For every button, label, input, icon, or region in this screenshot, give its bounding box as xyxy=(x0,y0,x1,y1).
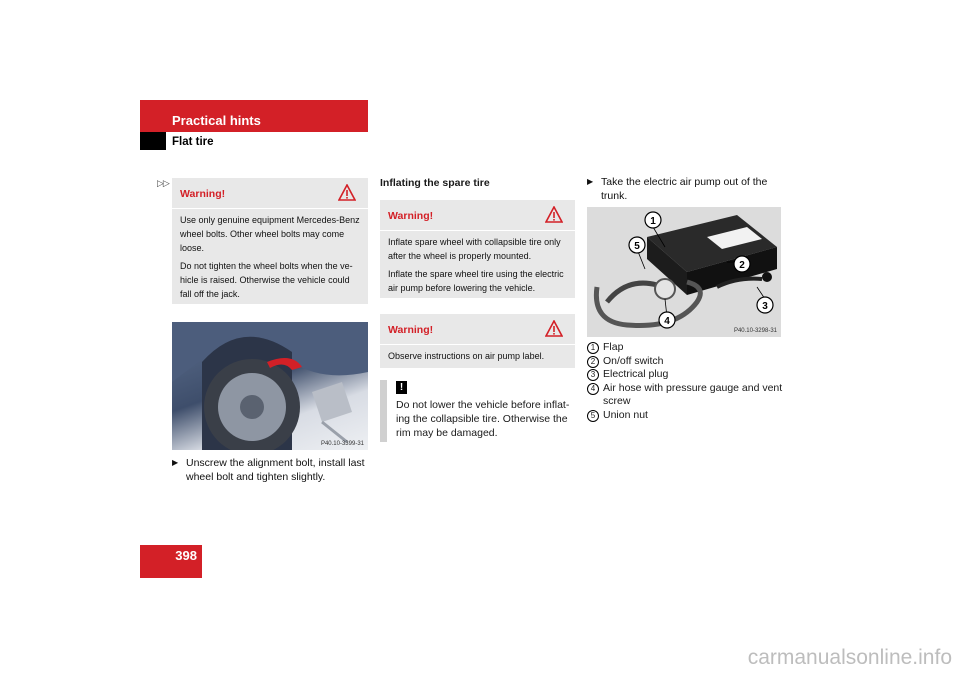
warning-text: Inflate spare wheel with collapsible tire only after the wheel is properly mounted. xyxy=(388,237,561,261)
page-number: 398 xyxy=(175,548,197,563)
legend-label: On/off switch xyxy=(603,354,664,367)
legend-item xyxy=(587,368,787,382)
legend-number: 1 xyxy=(587,342,599,354)
legend-label: Electrical plug xyxy=(603,368,669,381)
legend-label: Air hose with pressure gauge and vent screw xyxy=(603,381,783,408)
wheel-jack-illustration xyxy=(172,322,368,450)
warning-header xyxy=(380,200,575,231)
warning-label: Warning! xyxy=(388,210,434,222)
instruction-bullet: ▶ Unscrew the alignment bolt, install last wheel bolt and tighten slightly. xyxy=(172,457,365,483)
header-black-tab xyxy=(140,132,166,150)
instruction-bullet: ▶ Take the electric air pump out of the trunk. xyxy=(587,176,768,202)
callout-1: 1 xyxy=(650,216,656,227)
warning-box-inflate xyxy=(380,200,575,298)
legend-item xyxy=(587,382,787,409)
notice-text: Do not lower the vehicle before inflat-ing the collapsible tire. Otherwise the rim may be damaged. xyxy=(396,399,570,439)
callout-3: 3 xyxy=(762,301,768,312)
warning-label: Warning! xyxy=(388,324,434,336)
notice-box xyxy=(380,380,575,442)
warning-box-left xyxy=(172,178,368,304)
image-caption: P40.10-3298-31 xyxy=(733,328,777,334)
warning-text: Use only genuine equipment Mercedes-Benz wheel bolts. Other wheel bolts may come loose. xyxy=(180,215,360,253)
section-title: Practical hints xyxy=(172,113,261,128)
warning-label: Warning! xyxy=(180,188,226,200)
component-legend xyxy=(587,341,787,423)
bullet-arrow-icon: ▶ xyxy=(587,177,594,186)
legend-label: Union nut xyxy=(603,408,648,421)
warning-text: Do not tighten the wheel bolts when the ve-hicle is raised. Otherwise the vehicle could fall off the jack. xyxy=(180,261,353,299)
callout-5: 5 xyxy=(634,241,640,252)
warning-text: Observe instructions on air pump label. xyxy=(388,351,545,361)
section-header xyxy=(140,100,368,132)
warning-text: Inflate the spare wheel tire using the electric air pump before lowering the vehicle. xyxy=(388,269,564,293)
legend-number: 4 xyxy=(587,383,599,395)
bullet-arrow-icon: ▶ xyxy=(172,458,179,467)
legend-number: 5 xyxy=(587,410,599,422)
callout-4: 4 xyxy=(664,316,670,327)
exclamation-icon: ! xyxy=(396,381,407,394)
warning-triangle-icon xyxy=(545,320,563,338)
legend-number: 2 xyxy=(587,356,599,368)
legend-item xyxy=(587,355,787,369)
page-subtitle: Flat tire xyxy=(172,136,214,148)
notice-bar xyxy=(380,380,387,442)
image-caption: P40.10-3399-31 xyxy=(320,441,364,447)
legend-item xyxy=(587,341,787,355)
warning-header xyxy=(380,314,575,345)
legend-item xyxy=(587,409,787,423)
warning-triangle-icon xyxy=(545,206,563,224)
page-number-box xyxy=(140,545,202,578)
legend-label: Flap xyxy=(603,341,624,353)
watermark: carmanualsonline.info xyxy=(747,646,952,669)
warning-box-pump xyxy=(380,314,575,368)
legend-number: 3 xyxy=(587,369,599,381)
warning-triangle-icon xyxy=(338,184,356,202)
continuation-marker: ▷▷ xyxy=(157,178,169,188)
air-pump-illustration xyxy=(587,207,781,337)
section-heading: Inflating the spare tire xyxy=(380,177,490,189)
callout-2: 2 xyxy=(739,260,745,271)
warning-header xyxy=(172,178,368,209)
